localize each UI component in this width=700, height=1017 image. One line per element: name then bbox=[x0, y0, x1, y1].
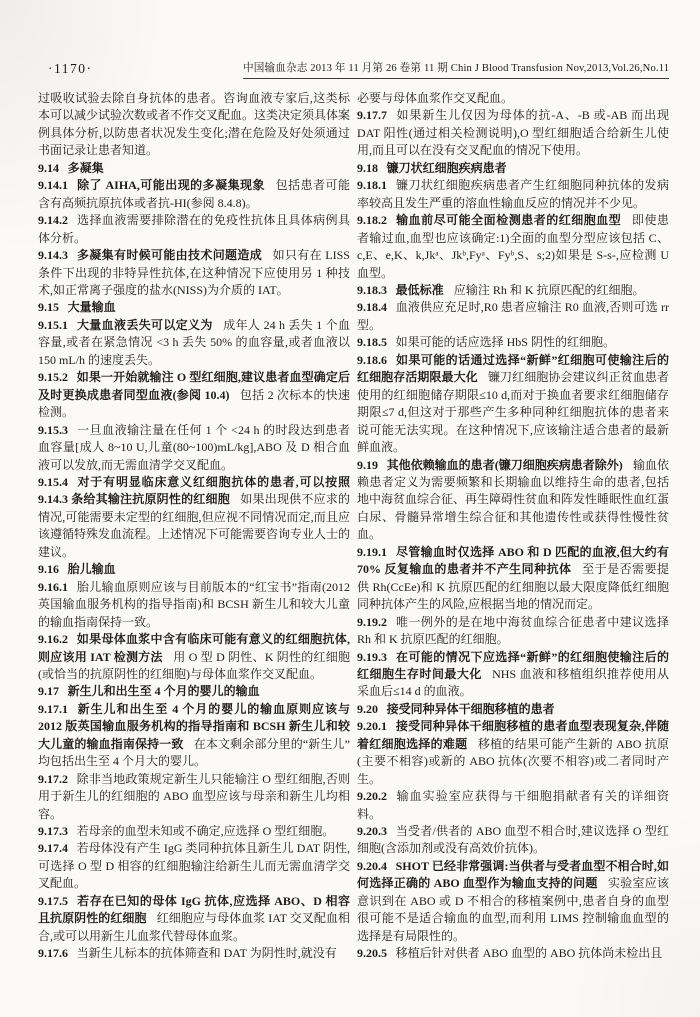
item-number: 9.15.1 bbox=[38, 317, 68, 332]
item-text: 实验室应该意识到在 ABO 或 D 不相合的移植案例中,患者自身的血型很可能不是适合输血的血型,而利用 LIMS 控制输血血型的选择是有局限性的。 bbox=[357, 876, 669, 943]
paragraph bbox=[38, 579, 350, 631]
paragraph bbox=[357, 299, 669, 334]
paragraph bbox=[38, 247, 350, 299]
item-heading: 大量输血 bbox=[67, 300, 116, 315]
item-text: 一旦血液输注量在任何 1 个 <24 h 的时段达到患者血容量[成人 8~10 U,儿童(80~100)mL/kg],ABO 及 D 相合血液可以发放,而无需血清学交叉配血。 bbox=[38, 422, 350, 472]
item-heading: 新生儿和出生至 4 个月的婴儿的输血 bbox=[67, 684, 260, 699]
item-number: 9.15 bbox=[38, 300, 59, 315]
item-number: 9.19 bbox=[357, 457, 378, 472]
page-number: ·1170· bbox=[48, 61, 93, 76]
item-text: 选择血液需要排除潜在的免疫性抗体且具体病例具体分析。 bbox=[38, 213, 350, 245]
item-number: 9.18.2 bbox=[357, 213, 387, 228]
item-number: 9.20.4 bbox=[357, 858, 387, 873]
paragraph bbox=[357, 858, 669, 945]
item-number: 9.18.5 bbox=[357, 335, 387, 350]
item-text: 如果出现供不应求的情况,可能需要未定型的红细胞,但应视不同情况而定,而且应该遵循特殊发血流程。上述情况下可能需要咨询专业人士的建议。 bbox=[38, 492, 351, 559]
item-number: 9.15.4 bbox=[38, 474, 68, 489]
item-number: 9.14.2 bbox=[38, 213, 68, 228]
item-heading: 除了 AIHA,可能出现的多凝集现象 bbox=[76, 178, 265, 193]
item-number: 9.18.1 bbox=[357, 178, 387, 193]
item-heading: 输血前尽可能全面检测患者的红细胞血型 bbox=[395, 213, 622, 228]
paragraph bbox=[357, 788, 669, 823]
item-number: 9.18.3 bbox=[357, 282, 387, 297]
paragraph bbox=[38, 631, 350, 683]
paragraph bbox=[357, 701, 669, 718]
item-text: 若母亲的血型未知或不确定,应选择 O 型红细胞。 bbox=[76, 824, 335, 839]
paragraph bbox=[38, 160, 350, 177]
paragraph bbox=[38, 299, 350, 316]
paragraph bbox=[357, 352, 669, 457]
item-number: 9.14.1 bbox=[38, 178, 68, 193]
item-number: 9.17.6 bbox=[38, 946, 68, 961]
item-number: 9.18 bbox=[357, 160, 378, 175]
item-text: 若母体没有产生 IgG 类同种抗体且新生儿 DAT 阴性,可选择 O 型 D 相容的红细胞输注给新生儿而无需血清学交叉配血。 bbox=[38, 841, 350, 891]
item-heading: 如果一开始就输注 O 型红细胞,建议患者血型确定后及时更换成患者同型血液(参阅 10.4) bbox=[38, 370, 350, 402]
item-text: 包括 2 次标本的快速检测。 bbox=[38, 387, 350, 420]
item-text: 镰刀红细胞协会建议纠正贫血患者使用的红细胞储存期限≤10 d,而对于换血者要求红细胞储存期限≤7 d,但这对于那些产生多种同种红细胞抗体的患者来说可能无法实现。在这种情况下,应该输注适合患者的最新鲜血液。 bbox=[357, 370, 669, 455]
paragraph bbox=[357, 544, 669, 614]
item-number: 9.20.3 bbox=[357, 824, 387, 839]
item-text: 如只有在 LISS 条件下出现的非特异性抗体,在这种情况下应使用另 1 种技术,如正常离子强度的盐水(NISS)为介质的 IAT。 bbox=[38, 248, 350, 297]
item-number: 9.16.2 bbox=[38, 632, 68, 647]
journal-header-title: 中国输血杂志 2013 年 11 月第 26 卷第 11 期 Chin J Blood Transfusion Nov,2013,Vol.26,No.11 bbox=[243, 60, 669, 79]
paragraph bbox=[357, 614, 669, 649]
item-number: 9.17.2 bbox=[38, 771, 68, 786]
paragraph bbox=[38, 90, 350, 160]
item-text: 镰刀状红细胞疾病患者产生红细胞同种抗体的发病率较高且发生严重的溶血性输血反应的情况并不少见。 bbox=[357, 178, 669, 210]
item-text: 必要与母体血浆作交叉配血。 bbox=[357, 91, 514, 105]
item-number: 9.18.6 bbox=[357, 352, 387, 367]
paragraph bbox=[38, 840, 350, 892]
item-text: 输血实验室应获得与干细胞捐献者有关的详细资料。 bbox=[357, 789, 669, 821]
paragraph bbox=[357, 334, 669, 351]
item-text: 包括患者可能含有高频抗原抗体或者抗-HI(参阅 8.4.8)。 bbox=[38, 178, 350, 210]
paragraph bbox=[357, 282, 669, 299]
item-number: 9.14.3 bbox=[38, 248, 68, 263]
item-text: 过吸收试验去除自身抗体的患者。咨询血液专家后,这类标本可以减少试验次数或者不作交叉配血。这类决定须具体案例具体分析,以防患者状况发生变化;潜在危险及好处须通过书面记录让患者知道。 bbox=[38, 91, 351, 158]
paragraph bbox=[357, 212, 669, 282]
paragraph bbox=[38, 177, 350, 212]
item-text: 在本文剩余部分里的“新生儿”均包括出生至 4 个月大的婴儿。 bbox=[38, 736, 350, 769]
paragraph bbox=[38, 369, 350, 421]
item-text: 移植的结果可能产生新的 ABO 抗原(主要不相容)或新的 ABO 抗体(次要不相容)或二者同时产生。 bbox=[357, 736, 669, 786]
paragraph bbox=[38, 474, 350, 561]
paragraph bbox=[38, 823, 350, 840]
item-number: 9.20.1 bbox=[357, 719, 387, 734]
paragraph bbox=[38, 561, 350, 578]
paragraph bbox=[38, 212, 350, 247]
paragraph bbox=[38, 683, 350, 700]
item-number: 9.17.7 bbox=[357, 108, 387, 123]
item-number: 9.14 bbox=[38, 160, 59, 175]
item-heading: 最低标准 bbox=[395, 282, 444, 297]
item-heading: 若存在已知的母体 IgG 抗体,应选择 ABO、D 相容且抗原阴性的红细胞 bbox=[38, 893, 350, 926]
item-heading: 接受同种异体干细胞移植的患者 bbox=[386, 701, 555, 716]
item-heading: 接受同种异体干细胞移植的患者血型表现复杂,伴随着红细胞选择的难题 bbox=[357, 719, 669, 751]
item-text: 胎儿输血原则应该与目前版本的“红宝书”指南(2012 英国输血服务机构的指导指南)和 BCSH 新生儿和较大儿童的输血指南保持一致。 bbox=[38, 579, 350, 629]
item-number: 9.20.2 bbox=[357, 789, 387, 804]
item-number: 9.17 bbox=[38, 684, 59, 699]
paragraph bbox=[38, 945, 350, 962]
item-number: 9.19.1 bbox=[357, 544, 387, 559]
item-number: 9.17.1 bbox=[38, 701, 68, 716]
item-number: 9.15.2 bbox=[38, 370, 68, 385]
paragraph bbox=[38, 317, 350, 369]
item-heading: 尽管输血时仅选择 ABO 和 D 匹配的血液,但大约有 70% 反复输血的患者并不产生同种抗体 bbox=[357, 544, 669, 577]
item-text: 当受者/供者的 ABO 血型不相合时,建议选择 O 型红细胞(含添加剂或没有高效价抗体)。 bbox=[357, 824, 669, 856]
item-number: 9.19.3 bbox=[357, 649, 387, 664]
item-text: NHS 血液和移植组织推荐使用从采血后≤14 d 的血液。 bbox=[357, 666, 669, 699]
item-number: 9.17.3 bbox=[38, 824, 68, 839]
text-column-left bbox=[38, 90, 350, 963]
paragraph bbox=[357, 823, 669, 858]
item-heading: 胎儿输血 bbox=[67, 562, 116, 577]
item-heading: 对于有明显临床意义红细胞抗体的患者,可以按照 9.14.3 条给其输注抗原阴性的红细胞 bbox=[38, 474, 350, 507]
item-text: 血液供应充足时,R0 患者应输注 R0 血液,否则可选 rr 型。 bbox=[357, 300, 669, 332]
item-text: 唯一例外的是在地中海贫血综合征患者中建议选择 Rh 和 K 抗原匹配的红细胞。 bbox=[357, 614, 669, 647]
item-heading: 多凝集 bbox=[67, 160, 104, 175]
item-text: 当新生儿标本的抗体筛查和 DAT 为阴性时,就没有 bbox=[76, 946, 337, 961]
item-number: 9.17.4 bbox=[38, 841, 68, 856]
item-number: 9.15.3 bbox=[38, 422, 68, 437]
paragraph bbox=[357, 160, 669, 177]
item-text: 红细胞应与母体血浆 IAT 交叉配血相合,或可以用新生儿血浆代替母体血浆。 bbox=[38, 911, 350, 943]
item-heading: 大量血液丢失可以定义为 bbox=[76, 317, 213, 332]
item-heading: SHOT 已经非常强调:当供者与受者血型不相合时,如何选择正确的 ABO 血型作为输血支持的问题 bbox=[357, 858, 669, 891]
item-text: 除非当地政策规定新生儿只能输注 O 型红细胞,否则用于新生儿的红细胞的 ABO 血型应该与母亲和新生儿均相容。 bbox=[38, 771, 350, 821]
item-text: 如果新生儿仅因为母体的抗-A、-B 或-AB 而出现 DAT 阳性(通过相关检测说明),O 型红细胞适合给新生儿使用,而且可以在没有交叉配血的情况下使用。 bbox=[357, 108, 669, 158]
item-number: 9.20 bbox=[357, 701, 378, 716]
item-text: 至于是否需要提供 Rh(CcEe)和 K 抗原匹配的红细胞以最大限度降低红细胞同种抗体产生的风险,应根据当地的情况而定。 bbox=[357, 562, 669, 612]
item-text: 移植后针对供者 ABO 血型的 ABO 抗体尚未检出且 bbox=[395, 946, 663, 961]
paragraph bbox=[357, 649, 669, 701]
item-number: 9.19.2 bbox=[357, 614, 387, 629]
item-number: 9.18.4 bbox=[357, 300, 387, 315]
paragraph bbox=[38, 771, 350, 823]
paragraph bbox=[357, 90, 669, 107]
paragraph bbox=[357, 457, 669, 544]
item-heading: 镰刀状红细胞疾病患者 bbox=[386, 160, 507, 175]
item-text: 用 O 型 D 阴性、K 阴性的红细胞(或恰当的抗原阴性的红细胞)与母体血浆作交叉配血。 bbox=[38, 649, 351, 681]
item-text: 成年人 24 h 丢失 1 个血容量,或者在紧急情况 <3 h 丢失 50% 的血容量,或者血液以 150 mL/h 的速度丢失。 bbox=[38, 317, 350, 367]
item-number: 9.20.5 bbox=[357, 946, 387, 961]
item-heading: 如果母体血浆中含有临床可能有意义的红细胞抗体,则应该用 IAT 检测方法 bbox=[38, 632, 350, 664]
item-text: 即使患者输过血,血型也应该确定:1)全面的血型分型应该包括 C、c,E、e,K、k,Jkᵃ、Jkᵇ,Fyᵃ、Fyᵇ,S、s;2)如果是 S-s-,应检测 U 血型。 bbox=[357, 213, 669, 280]
text-column-right bbox=[357, 90, 669, 963]
item-heading: 如果可能的话通过选择“新鲜”红细胞可使输注后的红细胞存活期限最大化 bbox=[357, 352, 669, 385]
paragraph bbox=[38, 893, 350, 945]
paragraph bbox=[357, 107, 669, 159]
item-text: 输血依赖患者定义为需要频繁和长期输血以维持生命的患者,包括地中海贫血综合征、再生障碍性贫血和阵发性睡眠性血红蛋白尿、骨髓异常增生综合征和其他遗传性或获得性慢性贫血。 bbox=[357, 457, 670, 542]
item-heading: 新生儿和出生至 4 个月的婴儿的输血原则应该与 2012 版英国输血服务机构的指导指南和 BCSH 新生儿和较大儿童的输血指南保持一致 bbox=[38, 701, 350, 751]
item-number: 9.17.5 bbox=[38, 893, 68, 908]
paragraph bbox=[357, 718, 669, 788]
item-heading: 多凝集有时候可能由技术问题造成 bbox=[76, 248, 263, 263]
item-number: 9.16.1 bbox=[38, 579, 68, 594]
paragraph bbox=[357, 177, 669, 212]
paragraph bbox=[38, 422, 350, 474]
item-heading: 在可能的情况下应选择“新鲜”的红细胞使输注后的红细胞生存时间最大化 bbox=[357, 649, 669, 681]
item-number: 9.16 bbox=[38, 562, 59, 577]
paragraph bbox=[38, 701, 350, 771]
item-text: 应输注 Rh 和 K 抗原匹配的红细胞。 bbox=[453, 282, 645, 297]
item-heading: 其他依赖输血的患者(镰刀细胞疾病患者除外) bbox=[386, 457, 623, 472]
item-text: 如果可能的话应选择 HbS 阴性的红细胞。 bbox=[395, 335, 615, 350]
paragraph bbox=[357, 945, 669, 962]
